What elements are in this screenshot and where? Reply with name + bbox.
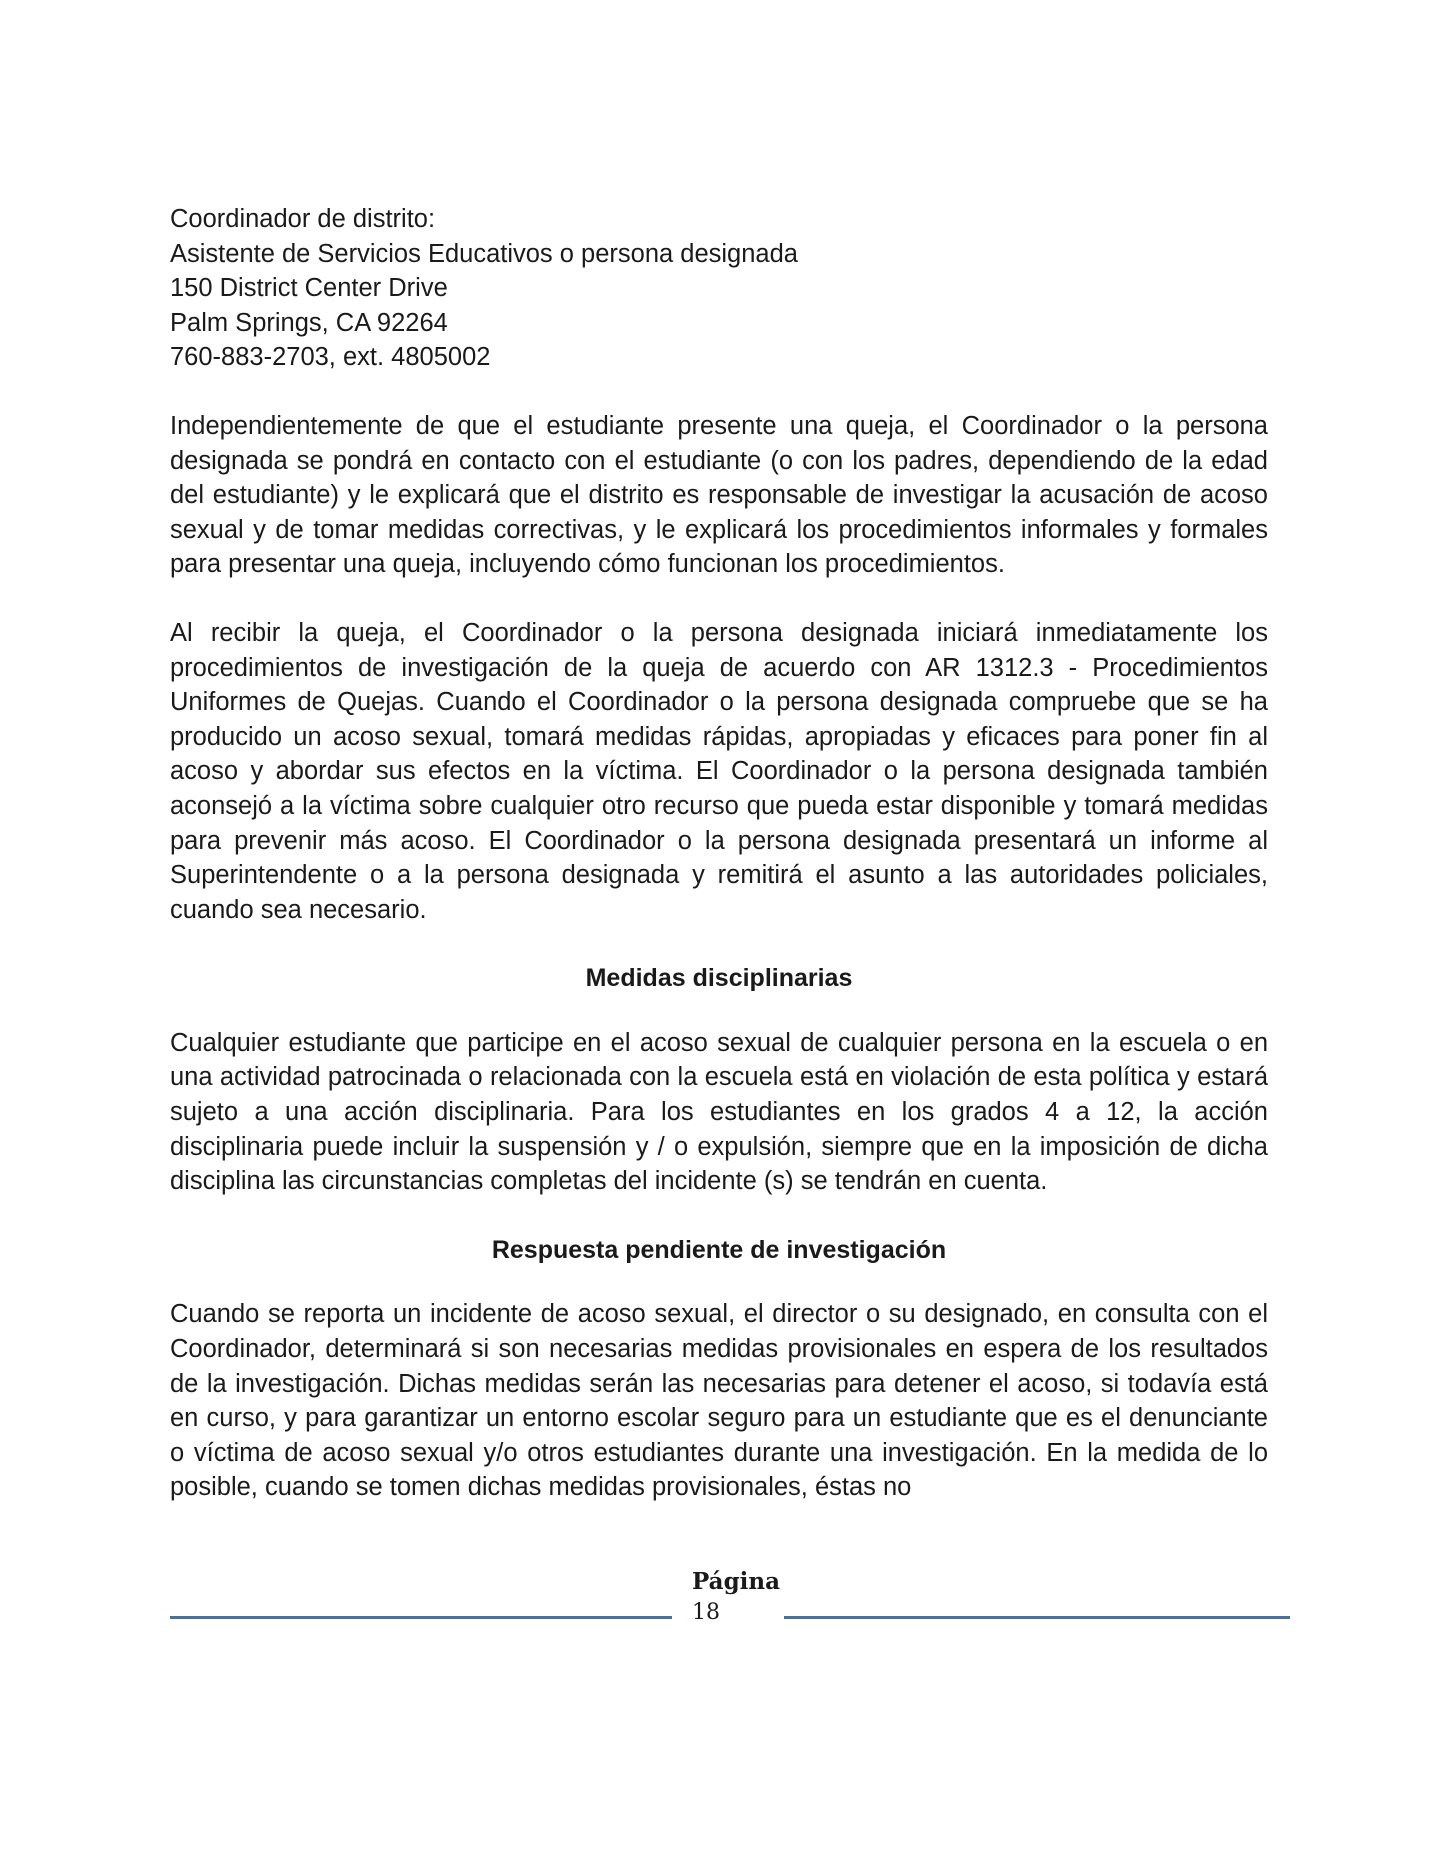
address-line-phone: 760-883-2703, ext. 4805002 [170, 343, 491, 372]
footer-rule-left [170, 1616, 672, 1619]
address-line-city: Palm Springs, CA 92264 [170, 308, 448, 337]
paragraph-pending-response: Cuando se reporta un incidente de acoso sexual, el director o su designado, en consulta con el Coordinador, determinará si son necesarias medidas provisionales en espera de los resultados de la investigación. Dichas medidas serán las necesarias para detener el acoso, si todavía está en curso, y para garantizar un entorno escolar seguro para un estudiante que es el denunciante o víctima de acoso sexual y/o otros estudiantes durante una investigación. En la medida de lo posible, cuando se tomen dichas medidas provisionales, éstas no [170, 1300, 1268, 1502]
paragraph-investigation-procedure: Al recibir la queja, el Coordinador o la persona designada iniciará inmediatamente los procedimientos de investigación de la queja de acuerdo con AR 1312.3 - Procedimientos Uniformes de Quejas. Cuando el Coordinador o la persona designada compruebe que se ha producido un acoso sexual, tomará medidas rápidas, apropiadas y eficaces para poner fin al acoso y abordar sus efectos en la víctima. El Coordinador o la persona designada también aconsejó a la víctima sobre cualquier otro recurso que pueda estar disponible y tomará medidas para prevenir más acoso. El Coordinador o la persona designada presentará un informe al Superintendente o a la persona designada y remitirá el asunto a las autoridades policiales, cuando sea necesario. [170, 618, 1268, 924]
footer-rule-right [784, 1616, 1290, 1619]
footer-page-number: 18 [692, 1600, 720, 1625]
footer-page-label: Página [692, 1568, 781, 1595]
page-footer [170, 1568, 1290, 1628]
address-line-title: Coordinador de distrito: [170, 205, 436, 233]
address-line-role: Asistente de Servicios Educativos o persona designada [170, 239, 798, 268]
coordinator-address [170, 202, 1268, 375]
page-content [170, 202, 1268, 1505]
paragraph-disciplinary: Cualquier estudiante que participe en el acoso sexual de cualquier persona en la escuela o en una actividad patrocinada o relacionada con la escuela está en violación de esta política y estará sujeto a una acción disciplinaria. Para los estudiantes en los grados 4 a 12, la acción disciplinaria puede incluir la suspensión y / o expulsión, siempre que en la imposición de dicha disciplina las circunstancias completas del incidente (s) se tendrán en cuenta. [170, 1028, 1268, 1196]
section-heading-pending-response: Respuesta pendiente de investigación [491, 1235, 947, 1264]
section-heading-disciplinary: Medidas disciplinarias [585, 964, 853, 993]
paragraph-complaint-contact: Independientemente de que el estudiante presente una queja, el Coordinador o la persona designada se pondrá en contacto con el estudiante (o con los padres, dependiendo de la edad del estudiante) y le explicará que el distrito es responsable de investigar la acusación de acoso sexual y de tomar medidas correctivas, y le explicará los procedimientos informales y formales para presentar una queja, incluyendo cómo funcionan los procedimientos. [170, 411, 1268, 579]
address-line-street: 150 District Center Drive [170, 274, 448, 303]
